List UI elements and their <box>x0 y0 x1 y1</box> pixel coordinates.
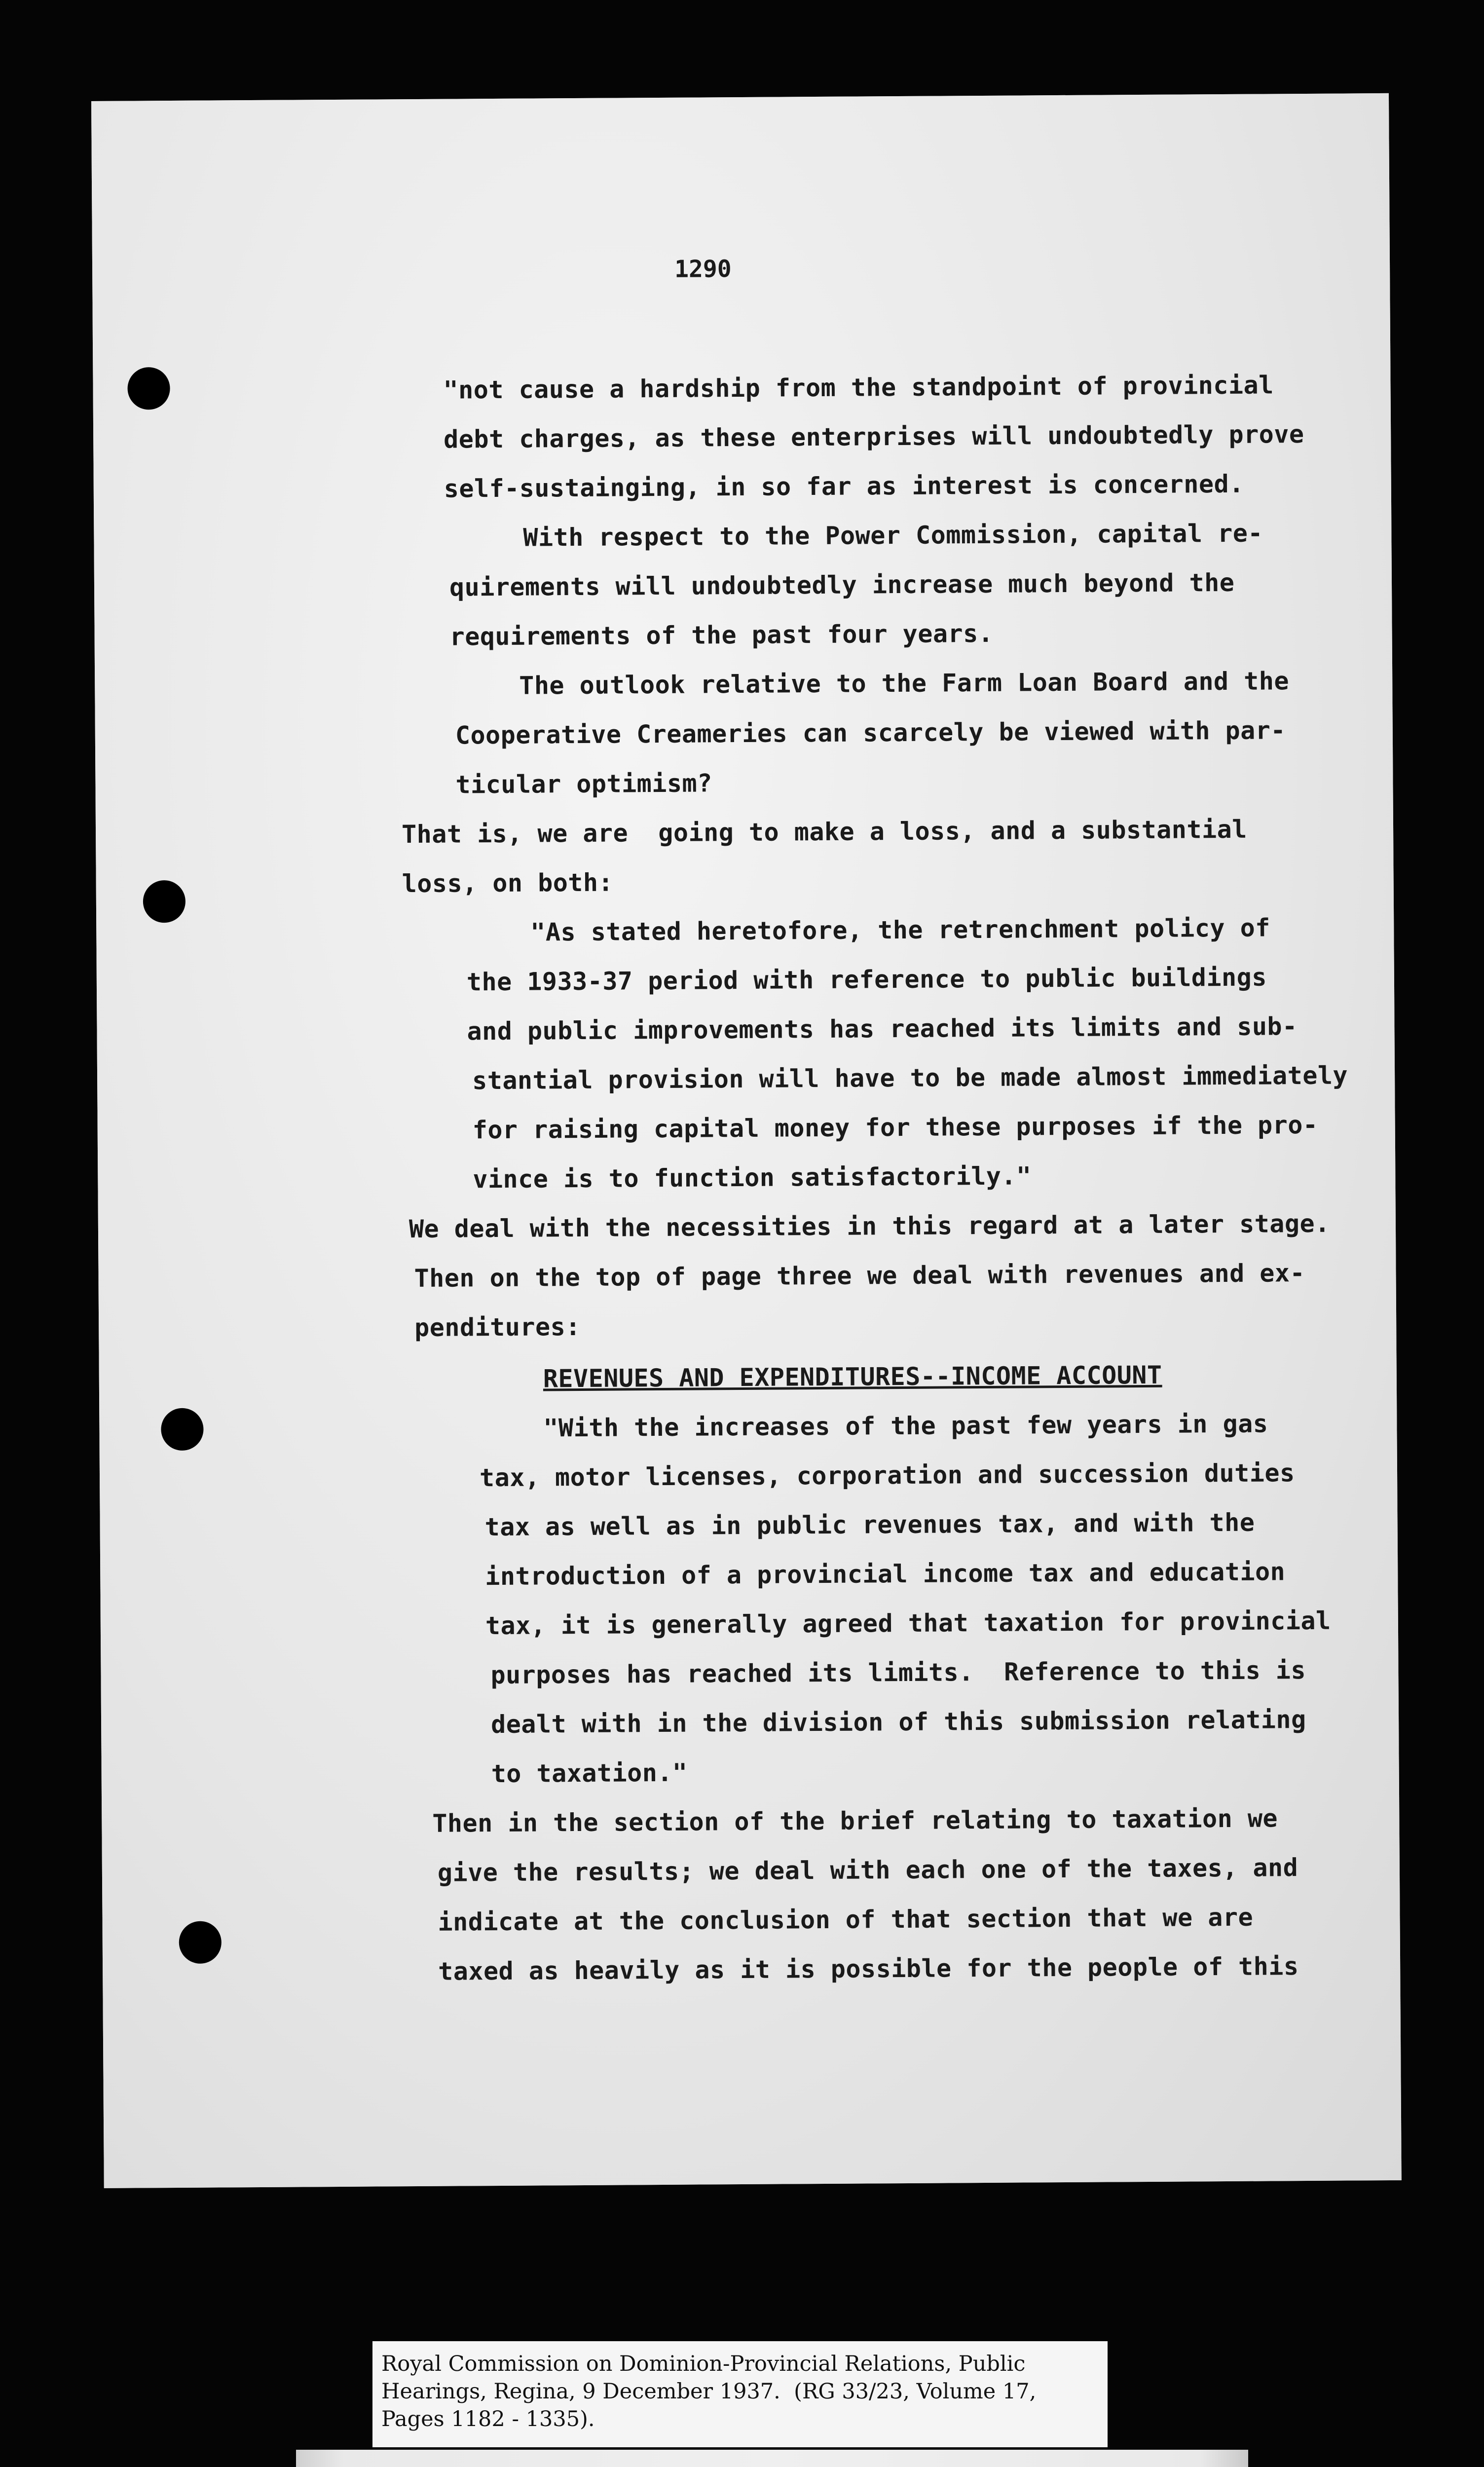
text-line: to taxation." <box>491 1758 688 1789</box>
text-line: Cooperative Creameries can scarcely be viewed with par- <box>455 716 1286 750</box>
text-line: requirements of the past four years. <box>449 619 994 651</box>
text-line: ticular optimism? <box>455 769 712 799</box>
caption-line: Royal Commission on Dominion-Provincial Relations, Public <box>381 2352 1026 2376</box>
text-line: the 1933-37 period with reference to public buildings <box>466 963 1267 997</box>
text-line: self-sustainging, in so far as interest is concerned. <box>444 469 1244 503</box>
section-heading: REVENUES AND EXPENDITURES--INCOME ACCOUNT <box>543 1360 1162 1393</box>
caption-line: Hearings, Regina, 9 December 1937. (RG 33/23, Volume 17, <box>381 2379 1037 2404</box>
text-line: taxed as heavily as it is possible for the people of this <box>438 1952 1299 1986</box>
text-line: tax as well as in public revenues tax, and with the <box>484 1508 1255 1542</box>
text-line: tax, it is generally agreed that taxation for provincial <box>485 1606 1331 1641</box>
text-line: debt charges, as these enterprises will undoubtedly prove <box>444 419 1304 454</box>
text-line: That is, we are going to make a loss, and a substantial <box>401 815 1247 849</box>
text-line: introduction of a provincial income tax and education <box>485 1557 1286 1591</box>
text-line: loss, on both: <box>402 868 614 898</box>
text-line: quirements will undoubtedly increase much beyond the <box>449 568 1235 602</box>
text-line: vince is to function satisfactorily." <box>473 1161 1032 1194</box>
text-line: and public improvements has reached its limits and sub- <box>467 1012 1298 1046</box>
typed-page <box>91 93 1402 2188</box>
text-line: "not cause a hardship from the standpoint of provincial <box>443 371 1274 405</box>
text-line: "As stated heretofore, the retrenchment policy of <box>530 913 1270 947</box>
punch-hole-3 <box>161 1408 204 1451</box>
text-line: We deal with the necessities in this regard at a later stage. <box>408 1209 1330 1244</box>
text-line: penditures: <box>414 1312 581 1343</box>
text-line: for raising capital money for these purposes if the pro- <box>472 1110 1318 1145</box>
page-number: 1290 <box>674 255 732 283</box>
text-line: dealt with in the division of this submission relating <box>490 1705 1306 1739</box>
text-line: tax, motor licenses, corporation and succession duties <box>479 1458 1295 1493</box>
text-line: purposes has reached its limits. Reference to this is <box>490 1656 1306 1690</box>
text-line: Then on the top of page three we deal with revenues and ex- <box>414 1259 1305 1293</box>
text-line: stantial provision will have to be made almost immediately <box>472 1061 1348 1095</box>
archives-stamp <box>296 2450 1248 2467</box>
text-line: indicate at the conclusion of that section that we are <box>438 1903 1254 1937</box>
caption-line: Pages 1182 - 1335). <box>381 2407 595 2431</box>
text-line: Then in the section of the brief relating to taxation we <box>432 1804 1278 1838</box>
text-line: "With the increases of the past few years in gas <box>543 1409 1268 1443</box>
text-line: With respect to the Power Commission, capital re- <box>523 519 1263 552</box>
text-line: The outlook relative to the Farm Loan Board and the <box>519 667 1290 700</box>
archive-caption <box>372 2341 1108 2447</box>
text-line: give the results; we deal with each one of the taxes, and <box>437 1853 1298 1887</box>
punch-hole-4 <box>179 1921 222 1964</box>
